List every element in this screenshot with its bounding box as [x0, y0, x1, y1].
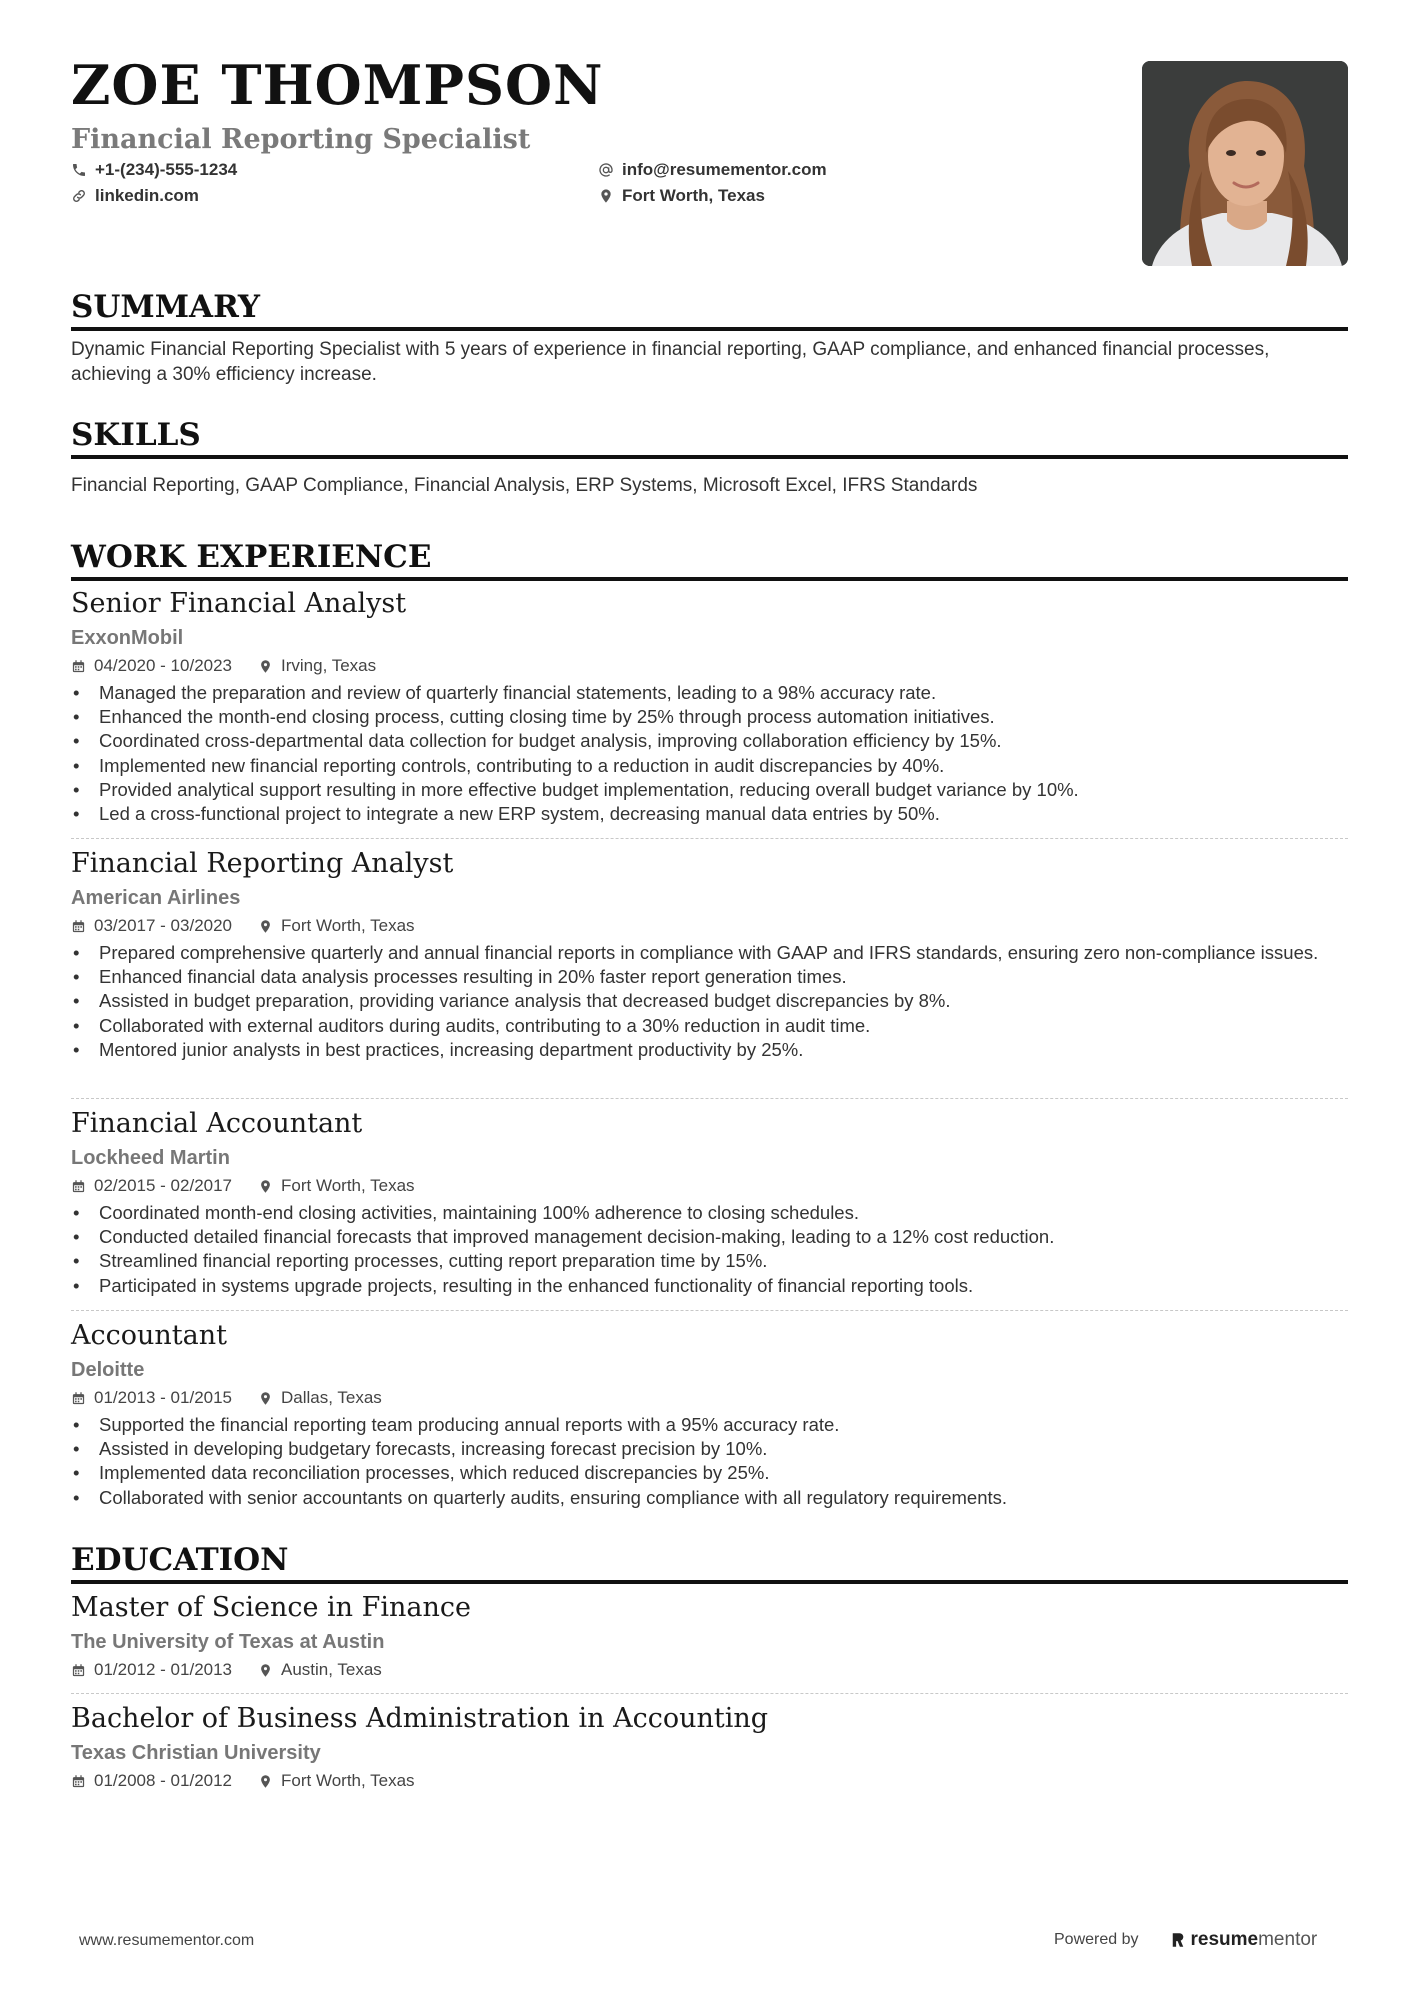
- bullet-item: • Led a cross-functional project to integrate a new ERP system, decreasing manual data entries by 50%.: [71, 802, 1348, 826]
- brand-name-rest: mentor: [1258, 1929, 1318, 1950]
- education-location-text: Fort Worth, Texas: [281, 1771, 415, 1790]
- bullet-item: • Collaborated with external auditors during audits, contributing to a 30% reduction in audit time.: [71, 1014, 1348, 1038]
- bullet-item: • Conducted detailed financial forecasts that improved management decision-making, leading to a 12% cost reduction.: [71, 1225, 1348, 1249]
- entry-divider: [71, 838, 1348, 839]
- education-dates: 01/2012 - 01/2013: [94, 1660, 233, 1679]
- education-entry-masters: [71, 1594, 1348, 1680]
- job-entry-exxonmobil: [71, 590, 1348, 826]
- phone-icon: [71, 162, 87, 178]
- bullet-item: • Enhanced financial data analysis processes resulting in 20% faster report generation times.: [71, 965, 1348, 989]
- bullet-item: • Implemented new financial reporting controls, contributing to a reduction in audit discrepancies by 40%.: [71, 754, 1348, 778]
- skills-heading: SKILLS: [71, 420, 1348, 459]
- education-heading: EDUCATION: [71, 1545, 1348, 1584]
- job-company: American Airlines: [71, 887, 241, 909]
- education-meta: [71, 1771, 1348, 1791]
- bullet-item: • Collaborated with senior accountants on quarterly audits, ensuring compliance with all regulatory requirements.: [71, 1486, 1348, 1510]
- education-dates: 01/2008 - 01/2012: [94, 1771, 233, 1790]
- job-dates: 03/2017 - 03/2020: [94, 916, 233, 935]
- candidate-role: Financial Reporting Specialist: [71, 124, 531, 155]
- job-meta: [71, 1176, 1348, 1196]
- calendar-icon: [71, 919, 86, 934]
- education-location: [258, 1771, 415, 1791]
- job-bullets: [71, 681, 1348, 826]
- bullet-item: • Supported the financial reporting team producing annual reports with a 95% accuracy rate.: [71, 1413, 1348, 1437]
- calendar-icon: [71, 1391, 86, 1406]
- education-entry-bachelors: [71, 1705, 1348, 1791]
- bullet-item: • Participated in systems upgrade projects, resulting in the enhanced functionality of financial reporting tools.: [71, 1274, 1348, 1298]
- map-pin-icon: [598, 188, 614, 204]
- job-dates: 04/2020 - 10/2023: [94, 656, 233, 675]
- footer-website[interactable]: www.resumementor.com: [79, 1932, 255, 1949]
- education-meta: [71, 1660, 1348, 1680]
- school-name: Texas Christian University: [71, 1742, 321, 1764]
- job-entry-deloitte: [71, 1322, 1348, 1510]
- phone-contact: [71, 160, 237, 180]
- portrait-illustration: [1142, 61, 1348, 266]
- job-location-text: Fort Worth, Texas: [281, 1176, 415, 1195]
- job-entry-lockheed-martin: [71, 1110, 1348, 1298]
- job-meta: [71, 916, 1348, 936]
- linkedin-text[interactable]: linkedin.com: [95, 186, 199, 205]
- location-contact: [598, 186, 765, 206]
- bullet-item: • Implemented data reconciliation processes, which reduced discrepancies by 25%.: [71, 1461, 1348, 1485]
- brand-logo[interactable]: [1169, 1929, 1318, 1951]
- email-contact[interactable]: [598, 160, 827, 180]
- footer-powered-by: [1054, 1929, 1317, 1951]
- bullet-item: • Assisted in developing budgetary forecasts, increasing forecast precision by 10%.: [71, 1437, 1348, 1461]
- job-company: Deloitte: [71, 1359, 145, 1381]
- resume-header: [71, 0, 1348, 290]
- bullet-item: • Managed the preparation and review of quarterly financial statements, leading to a 98% accuracy rate.: [71, 681, 1348, 705]
- profile-photo: [1142, 61, 1348, 266]
- linkedin-contact[interactable]: [71, 186, 199, 206]
- job-dates: 01/2013 - 01/2015: [94, 1388, 233, 1407]
- job-dates: 02/2015 - 02/2017: [94, 1176, 233, 1195]
- degree-title: Master of Science in Finance: [71, 1592, 472, 1623]
- job-entry-american-airlines: [71, 850, 1348, 1062]
- job-bullets: [71, 941, 1348, 1062]
- entry-divider: [71, 1693, 1348, 1694]
- school-name: The University of Texas at Austin: [71, 1631, 385, 1653]
- map-pin-icon: [258, 1663, 273, 1678]
- map-pin-icon: [258, 659, 273, 674]
- experience-section: [71, 539, 1348, 581]
- powered-by-label: Powered by: [1054, 1931, 1139, 1948]
- job-company: Lockheed Martin: [71, 1147, 230, 1169]
- job-location: [258, 916, 415, 936]
- job-location: [258, 656, 376, 676]
- job-meta: [71, 656, 1348, 676]
- bullet-item: • Mentored junior analysts in best practices, increasing department productivity by 25%.: [71, 1038, 1348, 1062]
- skills-section: [71, 417, 1348, 498]
- brand-name-bold: resume: [1190, 1929, 1259, 1950]
- job-location-text: Dallas, Texas: [281, 1388, 382, 1407]
- email-text[interactable]: info@resumementor.com: [622, 160, 827, 179]
- experience-heading: WORK EXPERIENCE: [71, 542, 1348, 581]
- entry-divider: [71, 1098, 1348, 1099]
- at-icon: [598, 162, 614, 178]
- brand-mark-icon: [1169, 1931, 1187, 1949]
- degree-title: Bachelor of Business Administration in Accounting: [71, 1703, 769, 1734]
- job-bullets: [71, 1413, 1348, 1510]
- education-section: [71, 1542, 1348, 1584]
- summary-section: [71, 289, 1348, 387]
- bullet-item: • Provided analytical support resulting in more effective budget implementation, reducing overall budget variance by 10%.: [71, 778, 1348, 802]
- bullet-item: • Prepared comprehensive quarterly and annual financial reports in compliance with GAAP and IFRS standards, ensuring zero non-compliance issues.: [71, 941, 1348, 965]
- skills-text: Financial Reporting, GAAP Compliance, Financial Analysis, ERP Systems, Microsoft Excel, IFRS Standards: [71, 475, 978, 496]
- job-meta: [71, 1388, 1348, 1408]
- calendar-icon: [71, 659, 86, 674]
- candidate-name: ZOE THOMPSON: [71, 53, 604, 117]
- bullet-item: • Streamlined financial reporting processes, cutting report preparation time by 15%.: [71, 1249, 1348, 1273]
- calendar-icon: [71, 1663, 86, 1678]
- job-title: Accountant: [71, 1320, 227, 1351]
- bullet-item: • Coordinated month-end closing activities, maintaining 100% adherence to closing schedules.: [71, 1201, 1348, 1225]
- map-pin-icon: [258, 1179, 273, 1194]
- education-location: [258, 1660, 382, 1680]
- map-pin-icon: [258, 919, 273, 934]
- bullet-item: • Coordinated cross-departmental data collection for budget analysis, improving collaboration efficiency by 15%.: [71, 729, 1348, 753]
- job-company: ExxonMobil: [71, 627, 184, 649]
- entry-divider: [71, 1310, 1348, 1311]
- job-title: Financial Accountant: [71, 1108, 363, 1139]
- map-pin-icon: [258, 1774, 273, 1789]
- job-title: Senior Financial Analyst: [71, 588, 407, 619]
- map-pin-icon: [258, 1391, 273, 1406]
- summary-heading: SUMMARY: [71, 292, 1348, 331]
- location-text: Fort Worth, Texas: [622, 186, 765, 205]
- bullet-item: • Enhanced the month-end closing process, cutting closing time by 25% through process automation initiatives.: [71, 705, 1348, 729]
- job-title: Financial Reporting Analyst: [71, 848, 454, 879]
- job-location: [258, 1388, 382, 1408]
- job-location-text: Irving, Texas: [281, 656, 377, 675]
- bullet-item: • Assisted in budget preparation, providing variance analysis that decreased budget discrepancies by 8%.: [71, 989, 1348, 1013]
- summary-text: Dynamic Financial Reporting Specialist with 5 years of experience in financial reporting, GAAP compliance, and enhanced financial processes, achieving a 30% efficiency increase.: [71, 339, 1270, 385]
- calendar-icon: [71, 1179, 86, 1194]
- resume-page: [71, 0, 1348, 1790]
- job-location: [258, 1176, 415, 1196]
- job-bullets: [71, 1201, 1348, 1298]
- job-location-text: Fort Worth, Texas: [281, 916, 415, 935]
- link-icon: [71, 188, 87, 204]
- calendar-icon: [71, 1774, 86, 1789]
- education-location-text: Austin, Texas: [281, 1660, 382, 1679]
- phone-text: +1-(234)-555-1234: [95, 160, 238, 179]
